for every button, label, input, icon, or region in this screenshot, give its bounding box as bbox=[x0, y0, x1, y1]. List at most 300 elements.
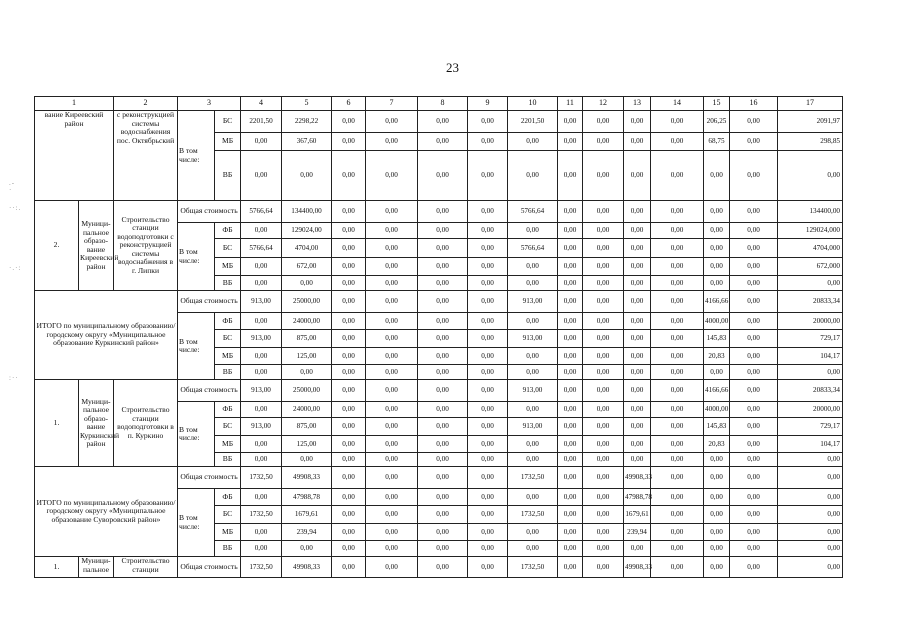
including-label: В том числе: bbox=[178, 313, 215, 380]
value-cell: 0,00 bbox=[332, 291, 366, 313]
table-row bbox=[35, 380, 843, 402]
value-cell: 0,00 bbox=[624, 330, 651, 348]
value-cell: 0,00 bbox=[332, 223, 366, 239]
value-cell: 0,00 bbox=[583, 557, 624, 578]
value-cell: 0,00 bbox=[730, 276, 778, 291]
value-cell: 0,00 bbox=[468, 506, 508, 524]
value-cell: 0,00 bbox=[468, 111, 508, 133]
value-cell: 24000,00 bbox=[282, 313, 332, 330]
value-cell: 0,00 bbox=[241, 348, 282, 365]
value-cell: 0,00 bbox=[704, 506, 730, 524]
value-cell: 0,00 bbox=[558, 258, 583, 276]
value-cell: 0,00 bbox=[332, 453, 366, 467]
value-cell: 47988,78 bbox=[624, 489, 651, 506]
value-cell: 0,00 bbox=[778, 467, 843, 489]
value-cell: 0,00 bbox=[366, 348, 418, 365]
value-cell: 0,00 bbox=[418, 313, 468, 330]
project-description: с реконструкцией системы водоснабжения пос. Октябрьский bbox=[114, 111, 178, 201]
value-cell: 1679,61 bbox=[282, 506, 332, 524]
value-cell: 1732,50 bbox=[508, 557, 558, 578]
value-cell: 0,00 bbox=[332, 524, 366, 541]
scan-mark: .-· bbox=[9, 179, 16, 194]
header-cell: 3 bbox=[178, 97, 241, 111]
value-cell: 0,00 bbox=[558, 313, 583, 330]
value-cell: 0,00 bbox=[730, 418, 778, 436]
value-cell: 0,00 bbox=[418, 111, 468, 133]
value-cell: 0,00 bbox=[558, 276, 583, 291]
subtotal-title: ИТОГО по муниципальному образованию/городскому округу «Муниципальное образование Куркинский район» bbox=[35, 291, 178, 380]
value-cell: 0,00 bbox=[558, 489, 583, 506]
value-cell: 0,00 bbox=[730, 541, 778, 557]
value-cell: 0,00 bbox=[730, 348, 778, 365]
header-cell: 2 bbox=[114, 97, 178, 111]
value-cell: 0,00 bbox=[624, 201, 651, 223]
value-cell: 0,00 bbox=[366, 330, 418, 348]
value-cell: 0,00 bbox=[583, 276, 624, 291]
header-cell: 6 bbox=[332, 97, 366, 111]
value-cell: 0,00 bbox=[583, 402, 624, 418]
value-cell: 0,00 bbox=[558, 506, 583, 524]
value-cell: 104,17 bbox=[778, 348, 843, 365]
value-cell: 0,00 bbox=[332, 151, 366, 201]
project-description: Строительство станции водоподготовки в п. Куркино bbox=[114, 380, 178, 467]
value-cell: 0,00 bbox=[468, 133, 508, 151]
value-cell: 0,00 bbox=[332, 330, 366, 348]
value-cell: 0,00 bbox=[332, 380, 366, 402]
value-cell: 0,00 bbox=[558, 348, 583, 365]
value-cell: 0,00 bbox=[241, 489, 282, 506]
value-cell: 0,00 bbox=[704, 453, 730, 467]
source-fb: ФБ bbox=[215, 402, 241, 418]
value-cell: 0,00 bbox=[468, 276, 508, 291]
header-cell: 12 bbox=[583, 97, 624, 111]
value-cell: 913,00 bbox=[508, 418, 558, 436]
value-cell: 0,00 bbox=[468, 365, 508, 380]
value-cell: 0,00 bbox=[730, 258, 778, 276]
value-cell: 0,00 bbox=[508, 258, 558, 276]
value-cell: 0,00 bbox=[558, 133, 583, 151]
value-cell: 0,00 bbox=[583, 506, 624, 524]
value-cell: 0,00 bbox=[583, 524, 624, 541]
value-cell: 0,00 bbox=[468, 380, 508, 402]
value-cell: 913,00 bbox=[241, 380, 282, 402]
source-bs: БС bbox=[215, 111, 241, 133]
value-cell: 0,00 bbox=[418, 418, 468, 436]
subtotal-title: ИТОГО по муниципальному образованию/городскому округу «Муниципальное образование Суворовский район» bbox=[35, 467, 178, 557]
value-cell: 0,00 bbox=[418, 380, 468, 402]
header-cell: 10 bbox=[508, 97, 558, 111]
total-cost-label: Общая стоимость bbox=[178, 201, 241, 223]
value-cell: 0,00 bbox=[730, 291, 778, 313]
value-cell: 0,00 bbox=[241, 453, 282, 467]
value-cell: 2201,50 bbox=[241, 111, 282, 133]
value-cell: 0,00 bbox=[418, 489, 468, 506]
total-cost-label: Общая стоимость bbox=[178, 557, 241, 578]
value-cell: 68,75 bbox=[704, 133, 730, 151]
value-cell: 0,00 bbox=[468, 436, 508, 453]
value-cell: 0,00 bbox=[583, 330, 624, 348]
value-cell: 0,00 bbox=[730, 313, 778, 330]
value-cell: 0,00 bbox=[366, 111, 418, 133]
value-cell: 0,00 bbox=[332, 467, 366, 489]
value-cell: 0,00 bbox=[418, 453, 468, 467]
value-cell: 0,00 bbox=[624, 436, 651, 453]
value-cell: 0,00 bbox=[418, 348, 468, 365]
value-cell: 0,00 bbox=[730, 453, 778, 467]
value-cell: 913,00 bbox=[508, 291, 558, 313]
item-number: 2. bbox=[35, 201, 79, 291]
value-cell: 0,00 bbox=[704, 276, 730, 291]
value-cell: 0,00 bbox=[332, 557, 366, 578]
value-cell: 0,00 bbox=[778, 506, 843, 524]
value-cell: 0,00 bbox=[583, 380, 624, 402]
value-cell: 49908,33 bbox=[282, 467, 332, 489]
value-cell: 0,00 bbox=[704, 524, 730, 541]
header-cell: 13 bbox=[624, 97, 651, 111]
value-cell: 0,00 bbox=[332, 541, 366, 557]
value-cell: 913,00 bbox=[508, 380, 558, 402]
value-cell: 0,00 bbox=[418, 524, 468, 541]
header-cell: 16 bbox=[730, 97, 778, 111]
value-cell: 0,00 bbox=[624, 291, 651, 313]
total-cost-label: Общая стоимость bbox=[178, 380, 241, 402]
value-cell: 0,00 bbox=[282, 541, 332, 557]
value-cell: 0,00 bbox=[418, 557, 468, 578]
value-cell: 0,00 bbox=[241, 365, 282, 380]
value-cell: 0,00 bbox=[332, 313, 366, 330]
value-cell: 1732,50 bbox=[241, 557, 282, 578]
value-cell: 0,00 bbox=[730, 223, 778, 239]
value-cell: 5766,64 bbox=[508, 201, 558, 223]
value-cell: 0,00 bbox=[704, 151, 730, 201]
value-cell: 0,00 bbox=[418, 151, 468, 201]
municipality-name: Муници-пальное образо-вание Куркинский район bbox=[79, 380, 114, 467]
value-cell: 0,00 bbox=[651, 436, 704, 453]
source-vb: ВБ bbox=[215, 151, 241, 201]
value-cell: 4000,00 bbox=[704, 402, 730, 418]
value-cell: 0,00 bbox=[704, 239, 730, 258]
value-cell: 0,00 bbox=[282, 151, 332, 201]
header-cell: 8 bbox=[418, 97, 468, 111]
value-cell: 0,00 bbox=[558, 453, 583, 467]
value-cell: 0,00 bbox=[468, 258, 508, 276]
value-cell: 0,00 bbox=[241, 541, 282, 557]
value-cell: 0,00 bbox=[778, 541, 843, 557]
header-cell: 5 bbox=[282, 97, 332, 111]
value-cell: 0,00 bbox=[366, 258, 418, 276]
value-cell: 0,00 bbox=[366, 541, 418, 557]
value-cell: 0,00 bbox=[468, 223, 508, 239]
value-cell: 0,00 bbox=[651, 489, 704, 506]
value-cell: 0,00 bbox=[583, 239, 624, 258]
value-cell: 129024,00 bbox=[282, 223, 332, 239]
value-cell: 672,000 bbox=[778, 258, 843, 276]
value-cell: 913,00 bbox=[241, 291, 282, 313]
value-cell: 104,17 bbox=[778, 436, 843, 453]
value-cell: 0,00 bbox=[282, 365, 332, 380]
value-cell: 4704,000 bbox=[778, 239, 843, 258]
value-cell: 0,00 bbox=[558, 541, 583, 557]
value-cell: 0,00 bbox=[778, 557, 843, 578]
value-cell: 0,00 bbox=[282, 453, 332, 467]
value-cell: 875,00 bbox=[282, 330, 332, 348]
value-cell: 0,00 bbox=[332, 201, 366, 223]
value-cell: 0,00 bbox=[730, 111, 778, 133]
value-cell: 0,00 bbox=[778, 489, 843, 506]
value-cell: 0,00 bbox=[332, 436, 366, 453]
source-fb: ФБ bbox=[215, 489, 241, 506]
table-row bbox=[35, 467, 843, 489]
value-cell: 0,00 bbox=[558, 223, 583, 239]
value-cell: 0,00 bbox=[704, 489, 730, 506]
value-cell: 206,25 bbox=[704, 111, 730, 133]
value-cell: 0,00 bbox=[418, 201, 468, 223]
value-cell: 0,00 bbox=[778, 276, 843, 291]
value-cell: 0,00 bbox=[651, 506, 704, 524]
value-cell: 129024,000 bbox=[778, 223, 843, 239]
value-cell: 0,00 bbox=[468, 151, 508, 201]
value-cell: 0,00 bbox=[468, 291, 508, 313]
source-bs: БС bbox=[215, 330, 241, 348]
value-cell: 0,00 bbox=[583, 133, 624, 151]
value-cell: 125,00 bbox=[282, 436, 332, 453]
value-cell: 49908,33 bbox=[282, 557, 332, 578]
total-cost-label: Общая стоимость bbox=[178, 467, 241, 489]
value-cell: 145,83 bbox=[704, 418, 730, 436]
value-cell: 0,00 bbox=[558, 402, 583, 418]
value-cell: 0,00 bbox=[508, 276, 558, 291]
value-cell: 0,00 bbox=[366, 313, 418, 330]
value-cell: 0,00 bbox=[418, 506, 468, 524]
value-cell: 0,00 bbox=[418, 276, 468, 291]
value-cell: 1679,61 bbox=[624, 506, 651, 524]
value-cell: 0,00 bbox=[583, 258, 624, 276]
value-cell: 239,94 bbox=[282, 524, 332, 541]
value-cell: 0,00 bbox=[730, 201, 778, 223]
value-cell: 0,00 bbox=[704, 258, 730, 276]
value-cell: 0,00 bbox=[558, 524, 583, 541]
value-cell: 5766,64 bbox=[508, 239, 558, 258]
value-cell: 1732,50 bbox=[241, 467, 282, 489]
value-cell: 239,94 bbox=[624, 524, 651, 541]
value-cell: 0,00 bbox=[332, 348, 366, 365]
value-cell: 0,00 bbox=[624, 151, 651, 201]
value-cell: 0,00 bbox=[508, 489, 558, 506]
value-cell: 0,00 bbox=[468, 402, 508, 418]
value-cell: 0,00 bbox=[730, 133, 778, 151]
source-bs: БС bbox=[215, 239, 241, 258]
value-cell: 0,00 bbox=[651, 365, 704, 380]
value-cell: 0,00 bbox=[418, 330, 468, 348]
value-cell: 0,00 bbox=[651, 402, 704, 418]
value-cell: 0,00 bbox=[558, 330, 583, 348]
value-cell: 0,00 bbox=[624, 541, 651, 557]
value-cell: 0,00 bbox=[508, 151, 558, 201]
financing-table bbox=[34, 96, 843, 578]
value-cell: 134400,00 bbox=[778, 201, 843, 223]
value-cell: 24000,00 bbox=[282, 402, 332, 418]
value-cell: 4000,00 bbox=[704, 313, 730, 330]
value-cell: 0,00 bbox=[418, 291, 468, 313]
value-cell: 4166,66 bbox=[704, 291, 730, 313]
value-cell: 0,00 bbox=[332, 365, 366, 380]
value-cell: 0,00 bbox=[624, 239, 651, 258]
value-cell: 0,00 bbox=[583, 489, 624, 506]
value-cell: 0,00 bbox=[241, 133, 282, 151]
value-cell: 0,00 bbox=[778, 151, 843, 201]
value-cell: 0,00 bbox=[624, 402, 651, 418]
value-cell: 2298,22 bbox=[282, 111, 332, 133]
value-cell: 0,00 bbox=[366, 524, 418, 541]
value-cell: 0,00 bbox=[468, 330, 508, 348]
value-cell: 4704,00 bbox=[282, 239, 332, 258]
header-cell: 9 bbox=[468, 97, 508, 111]
value-cell: 0,00 bbox=[558, 557, 583, 578]
value-cell: 0,00 bbox=[558, 418, 583, 436]
value-cell: 0,00 bbox=[651, 348, 704, 365]
value-cell: 0,00 bbox=[468, 467, 508, 489]
value-cell: 25000,00 bbox=[282, 380, 332, 402]
value-cell: 0,00 bbox=[366, 418, 418, 436]
value-cell: 0,00 bbox=[241, 436, 282, 453]
source-fb: ФБ bbox=[215, 223, 241, 239]
value-cell: 0,00 bbox=[730, 402, 778, 418]
value-cell: 1732,50 bbox=[508, 506, 558, 524]
value-cell: 0,00 bbox=[468, 489, 508, 506]
value-cell: 913,00 bbox=[241, 330, 282, 348]
value-cell: 0,00 bbox=[241, 524, 282, 541]
value-cell: 0,00 bbox=[558, 239, 583, 258]
value-cell: 4166,66 bbox=[704, 380, 730, 402]
including-label: В том числе: bbox=[178, 489, 215, 557]
value-cell: 0,00 bbox=[366, 239, 418, 258]
value-cell: 0,00 bbox=[508, 402, 558, 418]
value-cell: 913,00 bbox=[508, 330, 558, 348]
value-cell: 0,00 bbox=[366, 557, 418, 578]
including-label: В том числе: bbox=[178, 223, 215, 291]
value-cell: 0,00 bbox=[558, 111, 583, 133]
value-cell: 0,00 bbox=[508, 313, 558, 330]
table-row bbox=[35, 291, 843, 313]
project-description: Строительство станции bbox=[114, 557, 178, 578]
source-bs: БС bbox=[215, 418, 241, 436]
value-cell: 0,00 bbox=[366, 133, 418, 151]
value-cell: 0,00 bbox=[468, 541, 508, 557]
including-label: В том числе: bbox=[178, 111, 215, 201]
header-cell: 17 bbox=[778, 97, 843, 111]
value-cell: 5766,64 bbox=[241, 201, 282, 223]
including-label: В том числе: bbox=[178, 402, 215, 467]
value-cell: 0,00 bbox=[651, 467, 704, 489]
value-cell: 0,00 bbox=[624, 453, 651, 467]
header-cell: 11 bbox=[558, 97, 583, 111]
value-cell: 729,17 bbox=[778, 418, 843, 436]
scan-mark: ··:. bbox=[9, 204, 22, 212]
value-cell: 0,00 bbox=[730, 489, 778, 506]
value-cell: 0,00 bbox=[583, 436, 624, 453]
value-cell: 0,00 bbox=[730, 524, 778, 541]
value-cell: 0,00 bbox=[282, 276, 332, 291]
value-cell: 0,00 bbox=[418, 541, 468, 557]
value-cell: 0,00 bbox=[704, 557, 730, 578]
value-cell: 0,00 bbox=[468, 313, 508, 330]
value-cell: 25000,00 bbox=[282, 291, 332, 313]
value-cell: 0,00 bbox=[583, 111, 624, 133]
value-cell: 0,00 bbox=[651, 151, 704, 201]
value-cell: 0,00 bbox=[651, 557, 704, 578]
value-cell: 0,00 bbox=[558, 436, 583, 453]
value-cell: 0,00 bbox=[366, 223, 418, 239]
value-cell: 0,00 bbox=[651, 541, 704, 557]
value-cell: 0,00 bbox=[332, 239, 366, 258]
value-cell: 0,00 bbox=[651, 291, 704, 313]
value-cell: 0,00 bbox=[651, 223, 704, 239]
value-cell: 0,00 bbox=[241, 258, 282, 276]
value-cell: 20,83 bbox=[704, 348, 730, 365]
value-cell: 0,00 bbox=[468, 524, 508, 541]
value-cell: 0,00 bbox=[704, 541, 730, 557]
value-cell: 0,00 bbox=[651, 313, 704, 330]
value-cell: 0,00 bbox=[624, 313, 651, 330]
value-cell: 47988,78 bbox=[282, 489, 332, 506]
item-number: 1. bbox=[35, 557, 79, 578]
value-cell: 0,00 bbox=[730, 151, 778, 201]
value-cell: 0,00 bbox=[651, 380, 704, 402]
value-cell: 0,00 bbox=[366, 276, 418, 291]
value-cell: 20000,00 bbox=[778, 402, 843, 418]
value-cell: 0,00 bbox=[583, 365, 624, 380]
value-cell: 367,60 bbox=[282, 133, 332, 151]
scan-mark: :·· bbox=[9, 374, 19, 382]
value-cell: 2091,97 bbox=[778, 111, 843, 133]
value-cell: 0,00 bbox=[508, 223, 558, 239]
table-row bbox=[35, 201, 843, 223]
value-cell: 0,00 bbox=[583, 348, 624, 365]
value-cell: 0,00 bbox=[704, 223, 730, 239]
value-cell: 0,00 bbox=[730, 365, 778, 380]
value-cell: 0,00 bbox=[366, 489, 418, 506]
value-cell: 913,00 bbox=[241, 418, 282, 436]
value-cell: 1732,50 bbox=[241, 506, 282, 524]
value-cell: 0,00 bbox=[241, 151, 282, 201]
value-cell: 134400,00 bbox=[282, 201, 332, 223]
value-cell: 0,00 bbox=[651, 239, 704, 258]
value-cell: 0,00 bbox=[558, 151, 583, 201]
value-cell: 0,00 bbox=[583, 418, 624, 436]
value-cell: 0,00 bbox=[366, 365, 418, 380]
value-cell: 0,00 bbox=[558, 365, 583, 380]
value-cell: 0,00 bbox=[704, 201, 730, 223]
value-cell: 672,00 bbox=[282, 258, 332, 276]
table-row bbox=[35, 111, 843, 133]
value-cell: 0,00 bbox=[730, 239, 778, 258]
value-cell: 0,00 bbox=[468, 557, 508, 578]
value-cell: 0,00 bbox=[418, 223, 468, 239]
value-cell: 0,00 bbox=[332, 489, 366, 506]
value-cell: 298,85 bbox=[778, 133, 843, 151]
value-cell: 0,00 bbox=[366, 151, 418, 201]
value-cell: 0,00 bbox=[730, 436, 778, 453]
municipality-name: вание Киреевский район bbox=[35, 111, 114, 201]
value-cell: 0,00 bbox=[704, 365, 730, 380]
item-number: 1. bbox=[35, 380, 79, 467]
source-fb: ФБ bbox=[215, 313, 241, 330]
municipality-name: Муници-пальное образо-вание Киреевский район bbox=[79, 201, 114, 291]
value-cell: 0,00 bbox=[624, 133, 651, 151]
value-cell: 0,00 bbox=[651, 133, 704, 151]
source-vb: ВБ bbox=[215, 276, 241, 291]
value-cell: 0,00 bbox=[778, 524, 843, 541]
